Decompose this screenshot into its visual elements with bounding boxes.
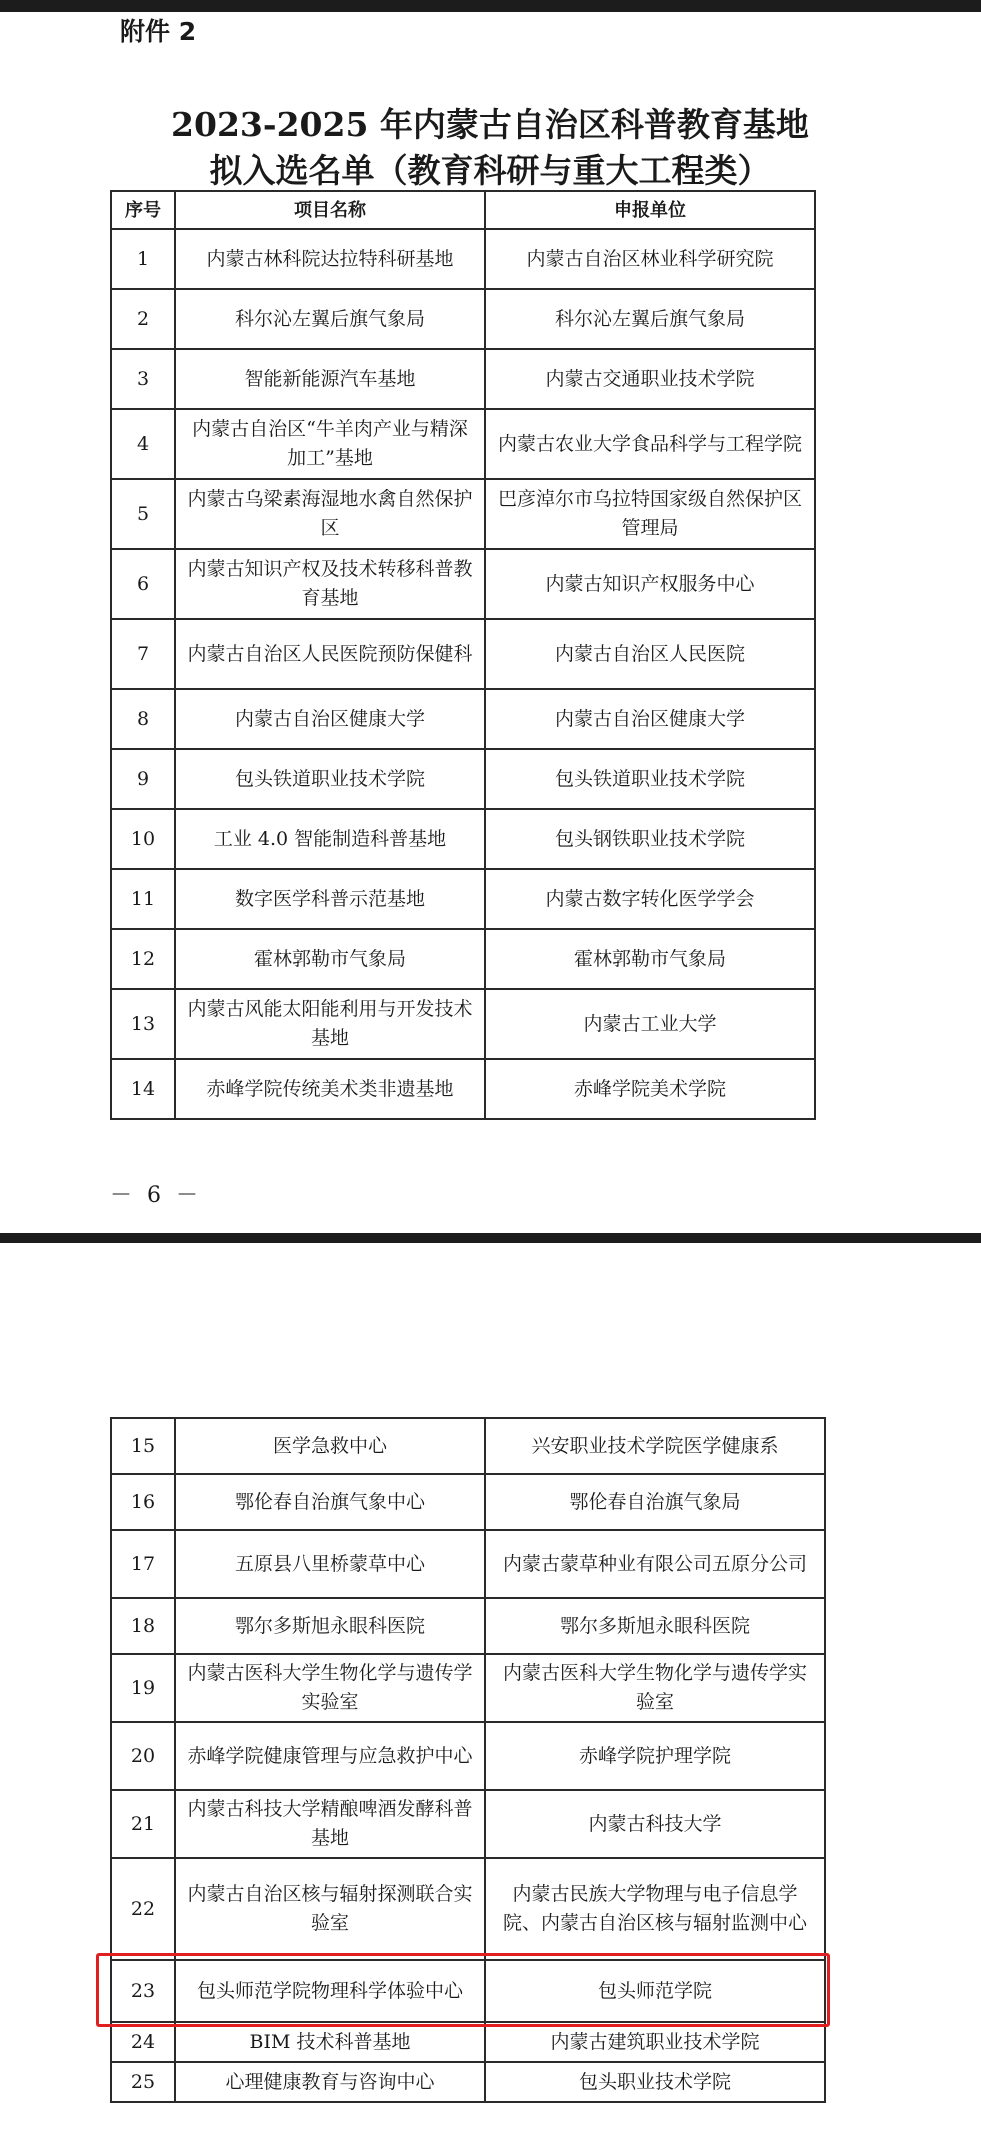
applicant-unit: 内蒙古科技大学: [485, 1790, 825, 1858]
project-name: 霍林郭勒市气象局: [175, 929, 485, 989]
row-number: 15: [111, 1418, 175, 1474]
row-number: 12: [111, 929, 175, 989]
document-title-line1: 2023-2025 年内蒙古自治区科普教育基地: [171, 105, 809, 144]
project-name: 内蒙古医科大学生物化学与遗传学实验室: [175, 1654, 485, 1722]
page-separator-bar: [0, 1233, 981, 1243]
row-number: 17: [111, 1530, 175, 1598]
applicant-unit: 内蒙古交通职业技术学院: [485, 349, 815, 409]
applicant-unit: 赤峰学院美术学院: [485, 1059, 815, 1119]
project-name: 包头师范学院物理科学体验中心: [175, 1960, 485, 2022]
project-name: 内蒙古自治区健康大学: [175, 689, 485, 749]
project-name: 智能新能源汽车基地: [175, 349, 485, 409]
row-number: 24: [111, 2022, 175, 2062]
project-name: 鄂尔多斯旭永眼科医院: [175, 1598, 485, 1654]
applicant-unit: 内蒙古知识产权服务中心: [485, 549, 815, 619]
applicant-unit: 科尔沁左翼后旗气象局: [485, 289, 815, 349]
row-number: 3: [111, 349, 175, 409]
row-number: 16: [111, 1474, 175, 1530]
table-row: [111, 1722, 825, 1790]
table-row: [111, 549, 815, 619]
row-number: 1: [111, 229, 175, 289]
project-name: 包头铁道职业技术学院: [175, 749, 485, 809]
header-no: 序号: [111, 191, 175, 229]
document-page-6: [0, 12, 981, 1233]
table-row: [111, 869, 815, 929]
table-row: [111, 349, 815, 409]
table-row: [111, 619, 815, 689]
applicant-unit: 内蒙古自治区人民医院: [485, 619, 815, 689]
row-number: 14: [111, 1059, 175, 1119]
project-name: 医学急救中心: [175, 1418, 485, 1474]
table-row: [111, 2022, 825, 2062]
row-number: 7: [111, 619, 175, 689]
applicant-unit: 霍林郭勒市气象局: [485, 929, 815, 989]
project-name: BIM 技术科普基地: [175, 2022, 485, 2062]
header-project-name: 项目名称: [175, 191, 485, 229]
document-title-line2: 拟入选名单（教育科研与重大工程类）: [209, 151, 771, 190]
row-number: 9: [111, 749, 175, 809]
project-name: 内蒙古知识产权及技术转移科普教育基地: [175, 549, 485, 619]
project-name: 内蒙古自治区核与辐射探测联合实验室: [175, 1858, 485, 1960]
project-name: 数字医学科普示范基地: [175, 869, 485, 929]
row-number: 13: [111, 989, 175, 1059]
row-number: 21: [111, 1790, 175, 1858]
project-name: 内蒙古科技大学精酿啤酒发酵科普基地: [175, 1790, 485, 1858]
applicant-unit: 包头钢铁职业技术学院: [485, 809, 815, 869]
applicant-unit: 内蒙古数字转化医学学会: [485, 869, 815, 929]
project-name: 心理健康教育与咨询中心: [175, 2062, 485, 2102]
row-number: 20: [111, 1722, 175, 1790]
applicant-unit: 包头职业技术学院: [485, 2062, 825, 2102]
row-number: 22: [111, 1858, 175, 1960]
project-name: 内蒙古风能太阳能利用与开发技术基地: [175, 989, 485, 1059]
project-name: 鄂伦春自治旗气象中心: [175, 1474, 485, 1530]
table-row: [111, 1474, 825, 1530]
table-row: [111, 1059, 815, 1119]
applicant-unit: 巴彦淖尔市乌拉特国家级自然保护区管理局: [485, 479, 815, 549]
table-row: [111, 929, 815, 989]
table-row: [111, 1598, 825, 1654]
applicant-unit: 包头铁道职业技术学院: [485, 749, 815, 809]
page-number: － 6 －: [110, 1183, 202, 1208]
applicant-unit: 内蒙古农业大学食品科学与工程学院: [485, 409, 815, 479]
table-row: [111, 1790, 825, 1858]
red-highlight-box-row-23: [96, 1953, 830, 2027]
attachment-label: 附件 2: [120, 17, 197, 46]
project-name: 内蒙古乌梁素海湿地水禽自然保护区: [175, 479, 485, 549]
applicant-unit: 包头师范学院: [485, 1960, 825, 2022]
row-number: 4: [111, 409, 175, 479]
project-name: 工业 4.0 智能制造科普基地: [175, 809, 485, 869]
applicant-unit: 鄂伦春自治旗气象局: [485, 1474, 825, 1530]
table-row: [111, 1858, 825, 1960]
candidate-table-part1: [110, 190, 816, 1120]
table-row: [111, 749, 815, 809]
row-number: 19: [111, 1654, 175, 1722]
project-name: 内蒙古自治区“牛羊肉产业与精深加工”基地: [175, 409, 485, 479]
row-number: 25: [111, 2062, 175, 2102]
row-number: 8: [111, 689, 175, 749]
project-name: 内蒙古林科院达拉特科研基地: [175, 229, 485, 289]
applicant-unit: 内蒙古工业大学: [485, 989, 815, 1059]
project-name: 五原县八里桥蒙草中心: [175, 1530, 485, 1598]
table-row: [111, 289, 815, 349]
table-row: [111, 1530, 825, 1598]
project-name: 赤峰学院传统美术类非遗基地: [175, 1059, 485, 1119]
table-row: [111, 689, 815, 749]
row-number: 5: [111, 479, 175, 549]
applicant-unit: 内蒙古医科大学生物化学与遗传学实验室: [485, 1654, 825, 1722]
project-name: 内蒙古自治区人民医院预防保健科: [175, 619, 485, 689]
top-dark-bar: [0, 0, 981, 12]
applicant-unit: 内蒙古民族大学物理与电子信息学院、内蒙古自治区核与辐射监测中心: [485, 1858, 825, 1960]
table-row: [111, 989, 815, 1059]
header-applicant-unit: 申报单位: [485, 191, 815, 229]
table-row: [111, 1654, 825, 1722]
table-row: [111, 1418, 825, 1474]
applicant-unit: 兴安职业技术学院医学健康系: [485, 1418, 825, 1474]
row-number: 2: [111, 289, 175, 349]
applicant-unit: 赤峰学院护理学院: [485, 1722, 825, 1790]
applicant-unit: 鄂尔多斯旭永眼科医院: [485, 1598, 825, 1654]
project-name: 赤峰学院健康管理与应急救护中心: [175, 1722, 485, 1790]
applicant-unit: 内蒙古自治区林业科学研究院: [485, 229, 815, 289]
row-number: 10: [111, 809, 175, 869]
row-number: 18: [111, 1598, 175, 1654]
applicant-unit: 内蒙古蒙草种业有限公司五原分公司: [485, 1530, 825, 1598]
table-row: [111, 2062, 825, 2102]
table-row: [111, 229, 815, 289]
applicant-unit: 内蒙古建筑职业技术学院: [485, 2022, 825, 2062]
table-row: [111, 409, 815, 479]
project-name: 科尔沁左翼后旗气象局: [175, 289, 485, 349]
applicant-unit: 内蒙古自治区健康大学: [485, 689, 815, 749]
row-number: 23: [111, 1960, 175, 2022]
row-number: 11: [111, 869, 175, 929]
table-header-row: [111, 191, 815, 229]
table-row: [111, 479, 815, 549]
row-number: 6: [111, 549, 175, 619]
table-row: [111, 809, 815, 869]
